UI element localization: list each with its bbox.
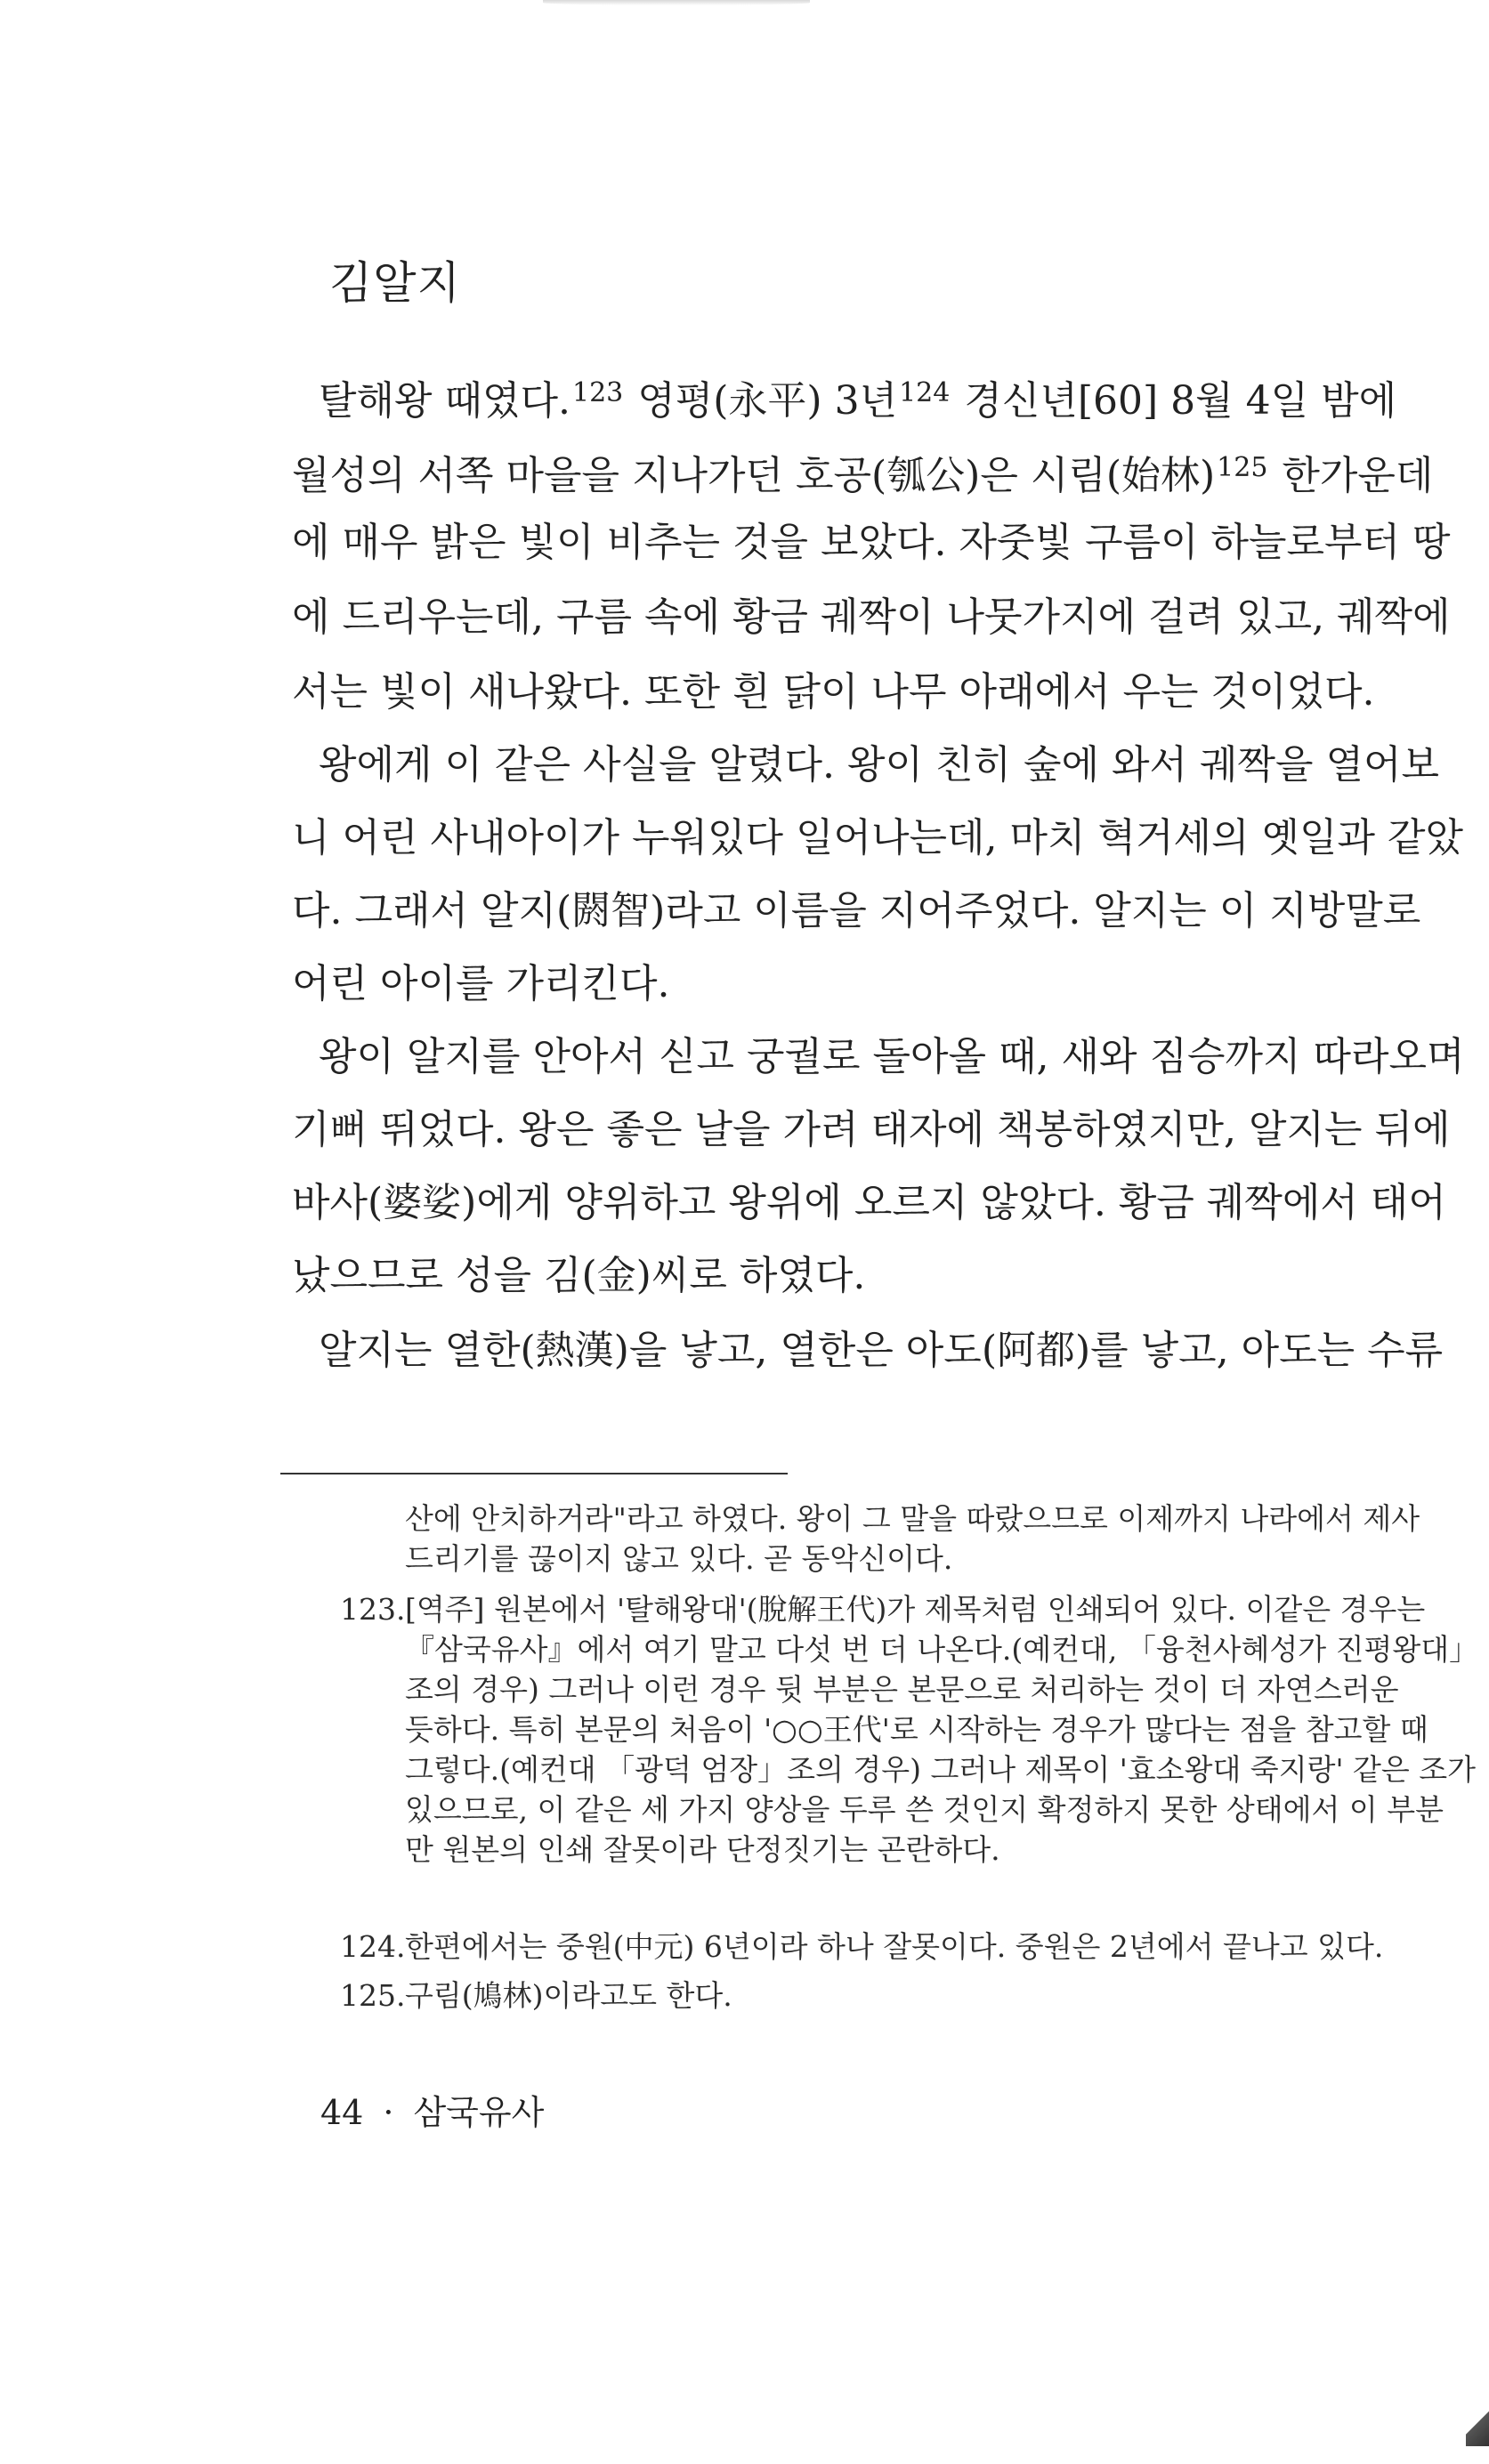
footnote-123-line: [역주] 원본에서 '탈해왕대'(脫解王代)가 제목처럼 인쇄되어 있다. 이같은 경우는	[405, 1592, 1426, 1627]
body-line-13: 났으므로 성을 김(金)씨로 하였다.	[292, 1253, 866, 1298]
body-line-8: 다. 그래서 알지(閼智)라고 이름을 지어주었다. 알지는 이 지방말로	[292, 888, 1421, 933]
body-text: 영평(永平) 3년	[625, 378, 898, 424]
body-line-11: 기뻐 뛰었다. 왕은 좋은 날을 가려 태자에 책봉하였지만, 알지는 뒤에	[292, 1107, 1451, 1152]
footnote-123-line: 있으므로, 이 같은 세 가지 양상을 두루 쓴 것인지 확정하지 못한 상태에서 이 부분	[405, 1792, 1444, 1827]
footnote-number-123: 123.	[340, 1592, 406, 1627]
body-line-12: 바사(婆娑)에게 양위하고 왕위에 오르지 않았다. 황금 궤짝에서 태어	[292, 1180, 1446, 1225]
footnote-123-line: 듯하다. 특히 본문의 처음이 '○○王代'로 시작하는 경우가 많다는 점을 참고할 때	[405, 1712, 1428, 1747]
footnote-ref-123: 123	[572, 377, 624, 408]
footnote-123-line: 그렇다.(예컨대 「광덕 엄장」조의 경우) 그러나 제목이 '효소왕대 죽지랑' 같은 조가	[405, 1752, 1477, 1787]
footnote-continuation-line: 산에 안치하거라"라고 하였다. 왕이 그 말을 따랐으므로 이제까지 나라에서 제사	[405, 1501, 1420, 1536]
section-title: 김알지	[329, 257, 461, 309]
body-line-6: 왕에게 이 같은 사실을 알렸다. 왕이 친히 숲에 와서 궤짝을 열어보	[319, 742, 1439, 788]
footnote-number-125: 125.	[340, 1978, 406, 2013]
body-text: 탈해왕 때였다.	[319, 378, 571, 424]
footnote-number-124: 124.	[340, 1929, 406, 1964]
footnote-123-line: 만 원본의 인쇄 잘못이라 단정짓기는 곤란하다.	[405, 1832, 1000, 1867]
footnote-125-line: 구림(鳩林)이라고도 한다.	[405, 1978, 732, 2013]
body-line-10: 왕이 알지를 안아서 싣고 궁궐로 돌아올 때, 새와 짐승까지 따라오며	[319, 1034, 1465, 1079]
footnote-123-line: 조의 경우) 그러나 이런 경우 뒷 부분은 본문으로 처리하는 것이 더 자연스러운	[405, 1672, 1399, 1707]
scan-corner-mark	[1466, 2411, 1489, 2446]
body-line-4: 에 드리우는데, 구름 속에 황금 궤짝이 나뭇가지에 걸려 있고, 궤짝에	[292, 594, 1451, 640]
body-text: 한가운데	[1269, 453, 1434, 498]
footnote-continuation-line: 드리기를 끊이지 않고 있다. 곧 동악신이다.	[405, 1541, 953, 1576]
footnote-separator	[280, 1473, 788, 1474]
footnote-124-line: 한편에서는 중원(中元) 6년이라 하나 잘못이다. 중원은 2년에서 끝나고 있다.	[405, 1929, 1384, 1964]
scan-smudge	[543, 0, 810, 5]
body-line-5: 서는 빛이 새나왔다. 또한 흰 닭이 나무 아래에서 우는 것이었다.	[292, 669, 1375, 715]
body-line-9: 어린 아이를 가리킨다.	[292, 961, 670, 1006]
footnote-ref-124: 124	[899, 377, 951, 408]
footer-separator: ·	[383, 2093, 394, 2132]
body-text: 경신년[60] 8월 4일 밤에	[951, 378, 1397, 424]
footnote-ref-125: 125	[1217, 452, 1268, 483]
body-text: 월성의 서쪽 마을을 지나가던 호공(瓠公)은 시림(始林)	[292, 453, 1216, 498]
page-footer	[320, 2091, 544, 2134]
body-line-3: 에 매우 밝은 빛이 비추는 것을 보았다. 자줏빛 구름이 하늘로부터 땅	[292, 520, 1451, 565]
body-line-2	[292, 441, 1489, 503]
body-line-1	[319, 367, 1489, 428]
page-number: 44	[320, 2093, 364, 2132]
book-title: 삼국유사	[413, 2093, 545, 2132]
body-line-7: 니 어린 사내아이가 누워있다 일어나는데, 마치 혁거세의 옛일과 같았	[292, 815, 1463, 860]
footnote-123-line: 『삼국유사』에서 여기 말고 다섯 번 더 나온다.(예컨대, 「융천사혜성가 진평왕대」	[405, 1632, 1479, 1667]
body-line-14: 알지는 열한(熱漢)을 낳고, 열한은 아도(阿都)를 낳고, 아도는 수류	[319, 1328, 1444, 1373]
